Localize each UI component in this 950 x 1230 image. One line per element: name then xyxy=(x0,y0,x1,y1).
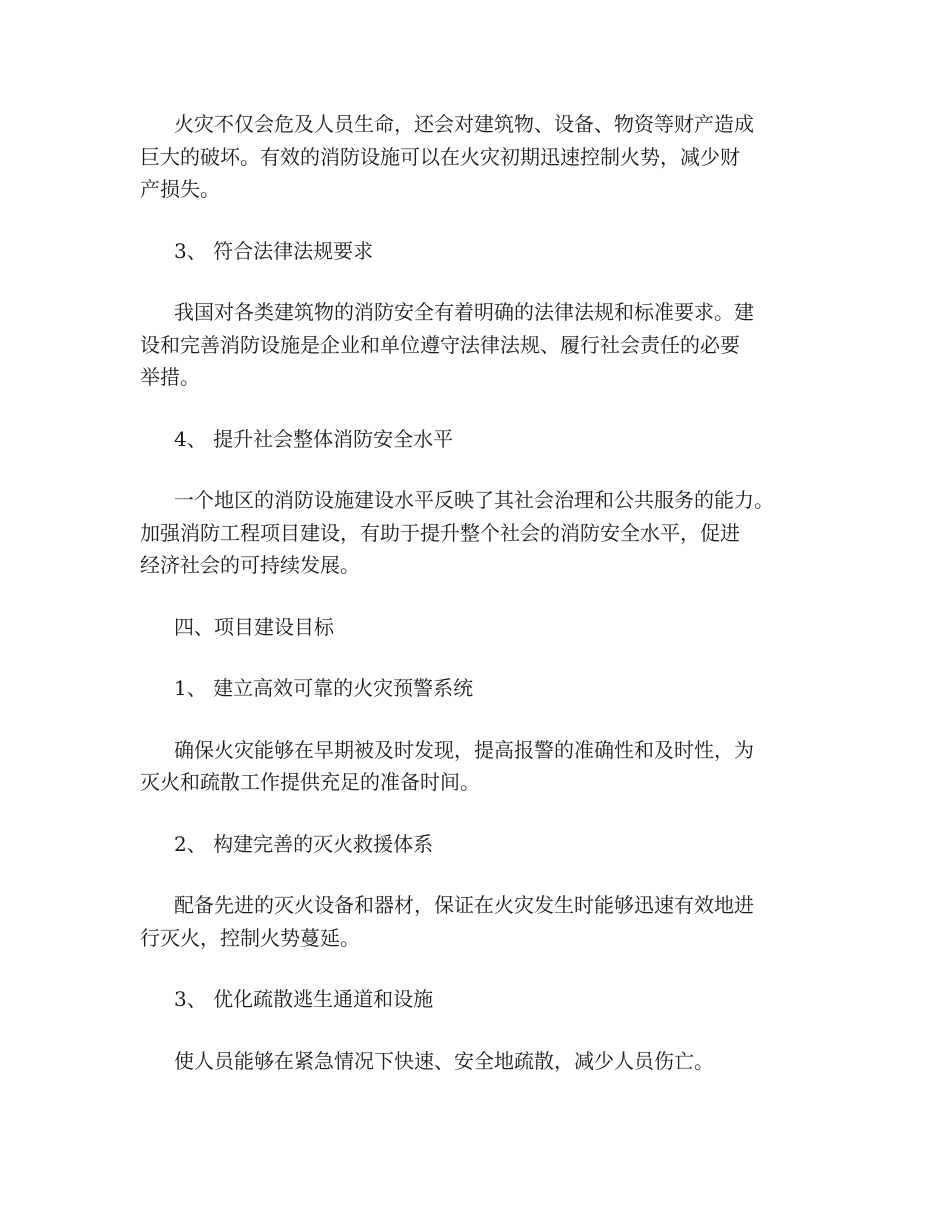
paragraph-legal-requirements xyxy=(140,296,820,394)
section-heading-1-warning-system: 1、 建立高效可靠的火灾预警系统 xyxy=(174,676,474,700)
section-heading-4-safety-level: 4、 提升社会整体消防安全水平 xyxy=(174,426,454,451)
chapter-heading-project-goals: 四、项目建设目标 xyxy=(174,614,334,639)
text-line: 火灾不仅会危及人员生命，还会对建筑物、设备、物资等财产造成 xyxy=(174,112,754,136)
section-heading-3-evacuation: 3、 优化疏散逃生通道和设施 xyxy=(174,987,434,1011)
text-line: 一个地区的消防设施建设水平反映了其社会治理和公共服务的能力。 xyxy=(174,488,774,512)
paragraph-social-safety xyxy=(140,484,820,582)
text-line: 使人员能够在紧急情况下快速、安全地疏散，减少人员伤亡。 xyxy=(174,1048,714,1073)
text-line: 巨大的破坏。有效的消防设施可以在火灾初期迅速控制火势，减少财 xyxy=(140,144,740,169)
text-line: 举措。 xyxy=(140,365,200,389)
paragraph-firefighting-equipment xyxy=(140,889,820,954)
section-heading-3-legal: 3、 符合法律法规要求 xyxy=(174,238,374,263)
paragraph-fire-damage xyxy=(140,108,820,206)
text-line: 加强消防工程项目建设，有助于提升整个社会的消防安全水平，促进 xyxy=(140,520,740,545)
document-body xyxy=(140,108,820,1077)
paragraph-evacuation xyxy=(140,1045,820,1078)
text-line: 配备先进的灭火设备和器材，保证在火灾发生时能够迅速有效地进 xyxy=(174,893,754,917)
text-line: 确保火灾能够在早期被及时发现，提高报警的准确性和及时性，为 xyxy=(174,737,754,762)
text-line: 我国对各类建筑物的消防安全有着明确的法律法规和标准要求。建 xyxy=(174,300,754,324)
text-line: 产损失。 xyxy=(140,177,220,201)
text-line: 经济社会的可持续发展。 xyxy=(140,553,360,577)
text-line: 灭火和疏散工作提供充足的准备时间。 xyxy=(140,770,480,794)
text-line: 设和完善消防设施是企业和单位遵守法律法规、履行社会责任的必要 xyxy=(140,332,740,357)
paragraph-early-warning xyxy=(140,734,820,799)
section-heading-2-rescue-system: 2、 构建完善的灭火救援体系 xyxy=(174,831,434,856)
text-line: 行灭火，控制火势蔓延。 xyxy=(140,925,360,950)
